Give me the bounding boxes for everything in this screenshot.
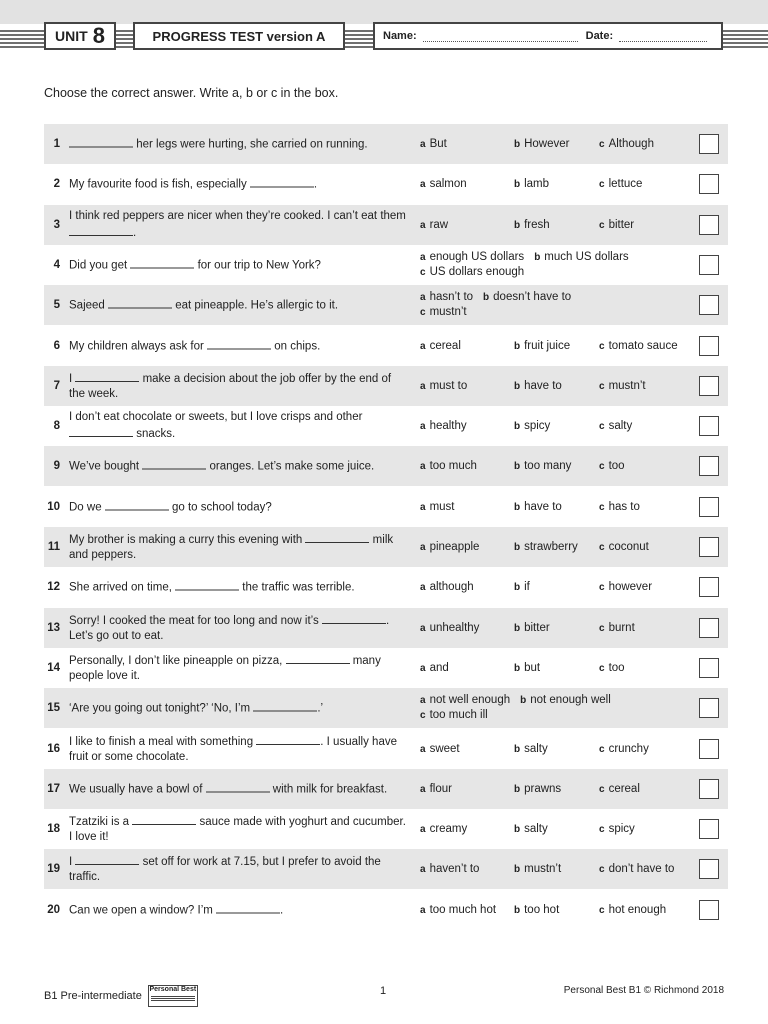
option-c: c tomato sauce	[599, 339, 678, 352]
header-band	[0, 0, 768, 24]
answer-blank	[132, 813, 196, 825]
answer-blank	[69, 136, 133, 148]
answer-blank	[69, 224, 133, 236]
answer-blank	[216, 901, 280, 913]
option-c: c crunchy	[599, 742, 649, 755]
options: a not well enough b not enough well c too much ill	[420, 694, 611, 722]
question-number: 14	[47, 661, 60, 674]
question-text: Personally, I don’t like pineapple on pizza, many people love it.	[69, 652, 409, 684]
option-b: b spicy	[514, 420, 551, 433]
option-c: US dollars enough	[429, 265, 525, 278]
question-number: 5	[53, 299, 60, 312]
personal-best-logo	[148, 985, 198, 1007]
option-a: a although	[420, 581, 474, 594]
question-text: Can we open a window? I’m .	[69, 901, 409, 918]
question-row	[44, 729, 728, 769]
answer-blank	[286, 652, 350, 664]
answer-blank	[207, 337, 271, 349]
question-row	[44, 446, 728, 486]
option-c: c cereal	[599, 782, 640, 795]
question-text: Tzatziki is a sauce made with yoghurt and cucumber. I love it!	[69, 813, 409, 845]
question-row	[44, 124, 728, 164]
option-b: b salty	[514, 823, 548, 836]
option-a: a creamy	[420, 823, 468, 836]
question-row	[44, 406, 728, 446]
question-row	[44, 245, 728, 285]
option-a: enough US dollars	[429, 250, 525, 263]
question-number: 8	[53, 420, 60, 433]
answer-box[interactable]	[699, 698, 719, 718]
footer-level: B1 Pre-intermediate	[44, 990, 142, 1002]
question-number: 13	[47, 621, 60, 634]
page-number: 1	[380, 985, 387, 997]
answer-box[interactable]	[699, 739, 719, 759]
option-c: c hot enough	[599, 903, 667, 916]
answer-box[interactable]	[699, 497, 719, 517]
answer-box[interactable]	[699, 658, 719, 678]
question-number: 1	[53, 138, 60, 150]
option-a: a But	[420, 138, 447, 150]
question-number: 2	[53, 178, 60, 191]
answer-blank	[206, 780, 270, 792]
option-b: b but	[514, 661, 541, 674]
question-row	[44, 205, 728, 245]
option-c: c mustn’t	[599, 379, 646, 392]
option-a: a salmon	[420, 178, 467, 191]
answer-blank	[130, 256, 194, 268]
answer-blank	[256, 733, 320, 745]
answer-box[interactable]	[699, 537, 719, 557]
answer-blank	[305, 531, 369, 543]
answer-blank	[75, 853, 139, 865]
option-c: c don’t have to	[599, 863, 675, 876]
question-text: I think red peppers are nicer when they’re cooked. I can’t eat them .	[69, 209, 406, 239]
name-date-box	[373, 22, 723, 50]
answer-blank	[75, 370, 139, 382]
option-b: b strawberry	[514, 541, 578, 553]
option-b: b have to	[514, 379, 562, 392]
answer-box[interactable]	[699, 336, 719, 356]
question-number: 19	[47, 863, 60, 876]
logo-text: Personal Best	[149, 986, 197, 993]
option-c: c coconut	[599, 541, 649, 553]
option-c: c too	[599, 661, 625, 674]
answer-box[interactable]	[699, 779, 719, 799]
instruction: Choose the correct answer. Write a, b or c in the box.	[44, 86, 339, 100]
option-b: b too many	[514, 460, 572, 473]
option-a: a cereal	[420, 339, 461, 352]
question-row	[44, 769, 728, 809]
answer-box[interactable]	[699, 215, 719, 235]
option-c: mustn’t	[429, 306, 467, 319]
question-row	[44, 285, 728, 325]
question-number: 4	[53, 258, 60, 271]
date-field[interactable]	[619, 31, 707, 42]
question-number: 3	[53, 218, 60, 231]
question-text: Sorry! I cooked the meat for too long and now it’s . Let’s go out to eat.	[69, 612, 409, 644]
option-a: a must to	[420, 379, 468, 392]
question-row	[44, 648, 728, 688]
name-label: Name:	[383, 30, 417, 42]
question-row	[44, 527, 728, 567]
question-text: her legs were hurting, she carried on running.	[69, 136, 409, 153]
unit-label: UNIT	[55, 28, 88, 44]
answer-box[interactable]	[699, 255, 719, 275]
question-number: 15	[47, 702, 60, 715]
question-row	[44, 608, 728, 648]
answer-box[interactable]	[699, 900, 719, 920]
answer-box[interactable]	[699, 416, 719, 436]
option-c: c bitter	[599, 218, 635, 231]
question-row	[44, 688, 728, 728]
option-c: c burnt	[599, 621, 635, 634]
option-a: a haven’t to	[420, 863, 480, 876]
question-text: She arrived on time, the traffic was terrible.	[69, 579, 409, 596]
date-label: Date:	[585, 30, 614, 42]
option-b: b mustn’t	[514, 863, 562, 876]
answer-blank	[142, 458, 206, 470]
question-row	[44, 326, 728, 366]
question-number: 18	[47, 823, 60, 836]
question-number: 10	[47, 500, 60, 513]
option-b: b fresh	[514, 218, 550, 231]
answer-blank	[322, 612, 386, 624]
option-b: b prawns	[514, 782, 562, 795]
answer-box[interactable]	[699, 376, 719, 396]
options: a hasn’t to b doesn’t have to c mustn’t	[420, 291, 572, 319]
option-c: c too	[599, 460, 625, 473]
question-number: 7	[53, 379, 60, 392]
question-number: 11	[47, 541, 60, 553]
answer-box[interactable]	[699, 618, 719, 638]
option-a: a unhealthy	[420, 621, 480, 634]
answer-box[interactable]	[699, 819, 719, 839]
answer-blank	[250, 176, 314, 188]
answer-box[interactable]	[699, 456, 719, 476]
option-a: not well enough	[429, 694, 511, 707]
option-a: a healthy	[420, 420, 467, 433]
option-b: b salty	[514, 742, 548, 755]
question-row	[44, 164, 728, 204]
option-a: a sweet	[420, 742, 460, 755]
question-text: ‘Are you going out tonight?’ ‘No, I’m .’	[69, 700, 409, 717]
option-b: b lamb	[514, 178, 550, 191]
question-text: Did you get for our trip to New York?	[69, 256, 409, 273]
answer-box[interactable]	[699, 174, 719, 194]
answer-box[interactable]	[699, 134, 719, 154]
option-c: c salty	[599, 420, 633, 433]
answer-blank	[108, 297, 172, 309]
option-a: a must	[420, 500, 455, 513]
question-text: My favourite food is fish, especially .	[69, 176, 409, 193]
question-number: 16	[47, 742, 60, 755]
option-b: b have to	[514, 500, 562, 513]
option-b: b too hot	[514, 903, 560, 916]
option-b: much US dollars	[544, 250, 629, 263]
question-number: 9	[53, 460, 60, 473]
name-field[interactable]	[423, 31, 578, 42]
question-text: Do we go to school today?	[69, 498, 409, 515]
answer-blank	[105, 498, 169, 510]
question-number: 17	[47, 782, 60, 795]
question-text: We’ve bought oranges. Let’s make some juice.	[69, 458, 409, 475]
option-b: b bitter	[514, 621, 550, 634]
answer-blank	[175, 579, 239, 591]
answer-blank	[69, 425, 133, 437]
answer-box[interactable]	[699, 577, 719, 597]
option-b: not enough well	[530, 694, 611, 707]
test-title: PROGRESS TEST version A	[133, 22, 345, 50]
answer-box[interactable]	[699, 295, 719, 315]
option-c: c Although	[599, 138, 654, 150]
option-b: doesn’t have to	[493, 291, 572, 304]
option-a: a too much hot	[420, 903, 497, 916]
question-row	[44, 487, 728, 527]
option-c: c has to	[599, 500, 640, 513]
question-number: 20	[47, 903, 60, 916]
option-c: c however	[599, 581, 653, 594]
option-c: c lettuce	[599, 178, 643, 191]
footer-level-area	[44, 985, 198, 1007]
unit-number: 8	[92, 23, 105, 48]
copyright: Personal Best B1 © Richmond 2018	[563, 985, 724, 996]
option-c: c spicy	[599, 823, 635, 836]
option-a: a raw	[420, 218, 449, 231]
option-a: a pineapple	[420, 541, 480, 553]
question-text: My brother is making a curry this evening with milk and peppers.	[69, 531, 409, 563]
question-row	[44, 366, 728, 406]
option-c: too much ill	[429, 709, 488, 722]
question-row	[44, 849, 728, 889]
option-a: a and	[420, 661, 449, 674]
unit-box	[44, 22, 116, 50]
option-a: hasn’t to	[429, 291, 474, 304]
question-text: Sajeed eat pineapple. He’s allergic to it.	[69, 297, 409, 314]
option-b: b if	[514, 581, 530, 594]
question-text: We usually have a bowl of with milk for breakfast.	[69, 780, 409, 797]
question-text: I don’t eat chocolate or sweets, but I love crisps and other snacks.	[69, 411, 363, 441]
question-row	[44, 567, 728, 607]
options: a enough US dollars b much US dollars c US dollars enough	[420, 250, 629, 278]
option-a: a flour	[420, 782, 452, 795]
option-b: b fruit juice	[514, 339, 571, 352]
option-b: b However	[514, 138, 570, 150]
question-text: I make a decision about the job offer by the end of the week.	[69, 370, 409, 402]
answer-box[interactable]	[699, 859, 719, 879]
question-number: 6	[53, 339, 60, 352]
answer-blank	[253, 700, 317, 712]
question-row	[44, 809, 728, 849]
question-text: My children always ask for on chips.	[69, 337, 409, 354]
question-number: 12	[47, 581, 60, 594]
question-row	[44, 890, 728, 930]
question-text: I like to finish a meal with something . I usually have fruit or some chocolate.	[69, 733, 409, 765]
option-a: a too much	[420, 460, 477, 473]
question-text: I set off for work at 7.15, but I prefer to avoid the traffic.	[69, 853, 409, 885]
